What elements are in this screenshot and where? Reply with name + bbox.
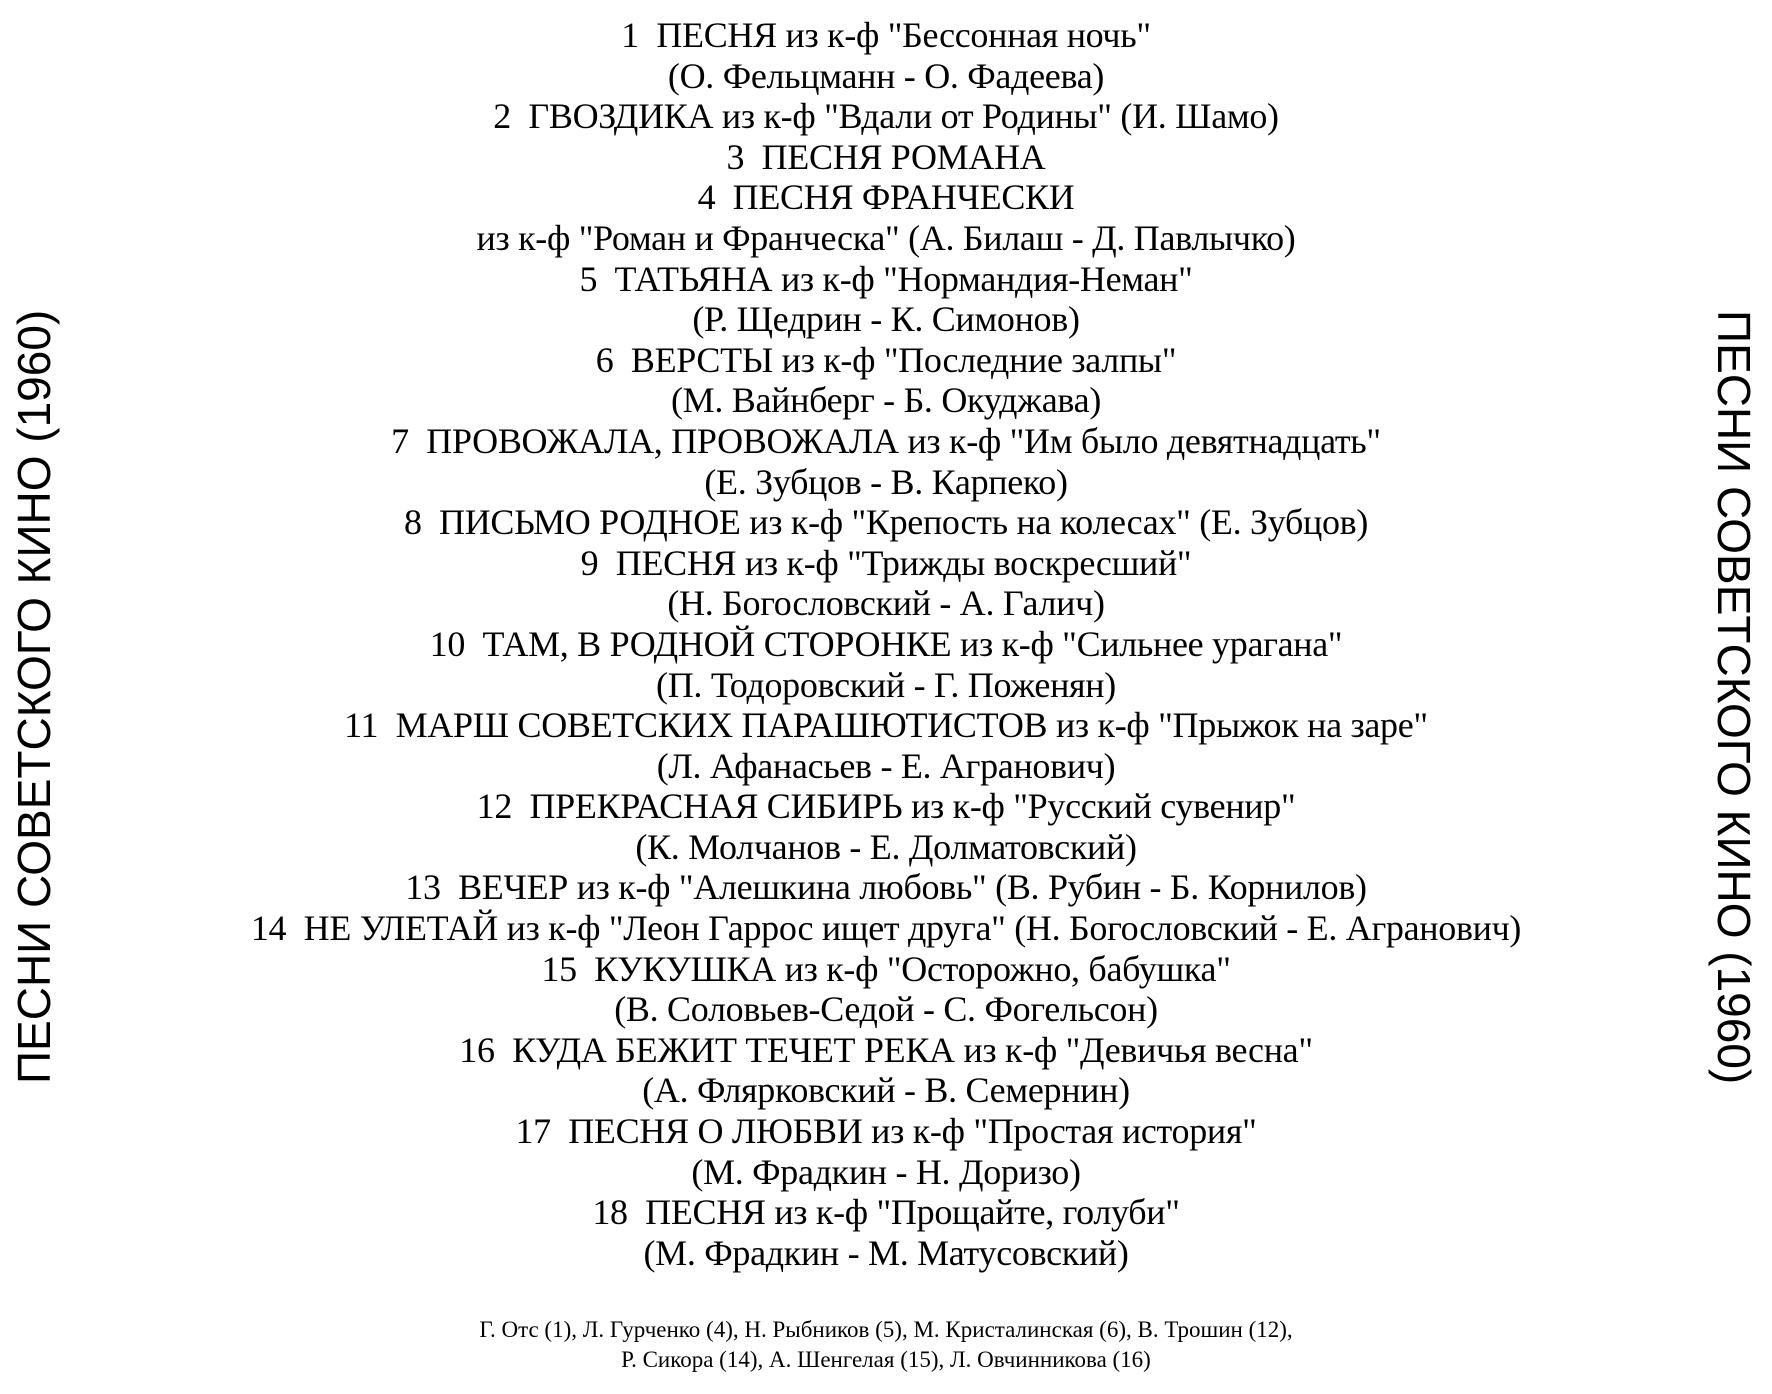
track-film-line: из к-ф "Роман и Франческа" (А. Билаш - Д. Павлычко) [476,217,1296,258]
track-credit-line: (В. Соловьев-Седой - С. Фогельсон) [614,989,1158,1030]
track-entry-4 [0,177,1772,258]
track-credit-line: (Е. Зубцов - В. Карпеко) [704,461,1068,502]
track-entry-13 [0,867,1772,908]
track-credit-line: (М. Вайнберг - Б. Окуджава) [670,380,1102,421]
track-title-line: 17 ПЕСНЯ О ЛЮБВИ из к-ф "Простая история" [515,1111,1257,1152]
track-credit-line: (А. Флярковский - В. Семернин) [642,1070,1130,1111]
track-title-line: 6 ВЕРСТЫ из к-ф "Последние залпы" [595,339,1177,380]
track-entry-15 [0,949,1772,1030]
track-credit-line: (Р. Щедрин - К. Симонов) [692,299,1080,340]
track-title-line: 16 КУДА БЕЖИТ ТЕЧЕТ РЕКА из к-ф "Девичья весна" [459,1029,1313,1070]
track-entry-16 [0,1030,1772,1111]
track-title-line: 3 ПЕСНЯ РОМАНА [726,136,1046,177]
track-credit-line: (М. Фрадкин - Н. Доризо) [691,1151,1081,1192]
track-title-line: 7 ПРОВОЖАЛА, ПРОВОЖАЛА из к-ф "Им было девятнадцать" [391,420,1381,461]
side-title-right: ПЕСНИ СОВЕТСКОГО КИНО (1960) [1708,309,1760,1085]
track-title-line: 18 ПЕСНЯ из к-ф "Прощайте, голуби" [592,1192,1180,1233]
track-entry-8 [0,502,1772,543]
track-title-line: 9 ПЕСНЯ из к-ф "Трижды воскресший" [580,542,1192,583]
track-entry-11 [0,705,1772,786]
track-credit-line: (М. Фрадкин - М. Матусовский) [643,1232,1129,1273]
track-entry-7 [0,421,1772,502]
track-entry-12 [0,786,1772,867]
track-credit-line: (П. Тодоровский - Г. Поженян) [656,664,1116,705]
track-title-line: 8 ПИСЬМО РОДНОЕ из к-ф "Крепость на колесах" (Е. Зубцов) [403,502,1369,543]
track-credit-line: (К. Молчанов - Е. Долматовский) [635,826,1137,867]
track-entry-3 [0,137,1772,178]
track-entry-10 [0,624,1772,705]
track-entry-1 [0,15,1772,96]
track-entry-2 [0,96,1772,137]
track-entry-17 [0,1111,1772,1192]
track-title-line: 13 ВЕЧЕР из к-ф "Алешкина любовь" (В. Рубин - Б. Корнилов) [405,867,1367,908]
track-title-line: 10 ТАМ, В РОДНОЙ СТОРОНКЕ из к-ф "Сильнее урагана" [429,623,1343,664]
track-title-line: 4 ПЕСНЯ ФРАНЧЕСКИ [697,177,1075,218]
performers-line-1: Г. Отс (1), Л. Гурченко (4), Н. Рыбников (5), М. Кристалинская (6), В. Трошин (12), [479,1317,1293,1342]
performers-line-2: Р. Сикора (14), А. Шенгелая (15), Л. Овчинникова (16) [621,1347,1151,1372]
track-title-line: 15 КУКУШКА из к-ф "Осторожно, бабушка" [541,948,1231,989]
track-credit-line: (Л. Афанасьев - Е. Агранович) [656,745,1116,786]
track-entry-9 [0,543,1772,624]
track-title-line: 11 МАРШ СОВЕТСКИХ ПАРАШЮТИСТОВ из к-ф "Прыжок на заре" [344,705,1428,746]
side-title-left: ПЕСНИ СОВЕТСКОГО КИНО (1960) [8,309,60,1085]
performers-credits [0,1315,1772,1375]
track-entry-14 [0,908,1772,949]
track-entry-18 [0,1192,1772,1273]
tracklist [0,15,1772,1273]
track-credit-line: (О. Фельцманн - О. Фадеева) [667,55,1105,96]
track-title-line: 2 ГВОЗДИКА из к-ф "Вдали от Родины" (И. Шамо) [493,96,1279,137]
track-title-line: 5 ТАТЬЯНА из к-ф "Нормандия-Неман" [579,258,1193,299]
track-entry-5 [0,259,1772,340]
track-title-line: 1 ПЕСНЯ из к-ф "Бессонная ночь" [621,15,1151,55]
track-title-line: 12 ПРЕКРАСНАЯ СИБИРЬ из к-ф "Русский сувенир" [476,786,1296,827]
track-title-line: 14 НЕ УЛЕТАЙ из к-ф "Леон Гаррос ищет друга" (Н. Богословский - Е. Агранович) [250,908,1522,949]
track-credit-line: (Н. Богословский - А. Галич) [667,583,1105,624]
track-entry-6 [0,340,1772,421]
